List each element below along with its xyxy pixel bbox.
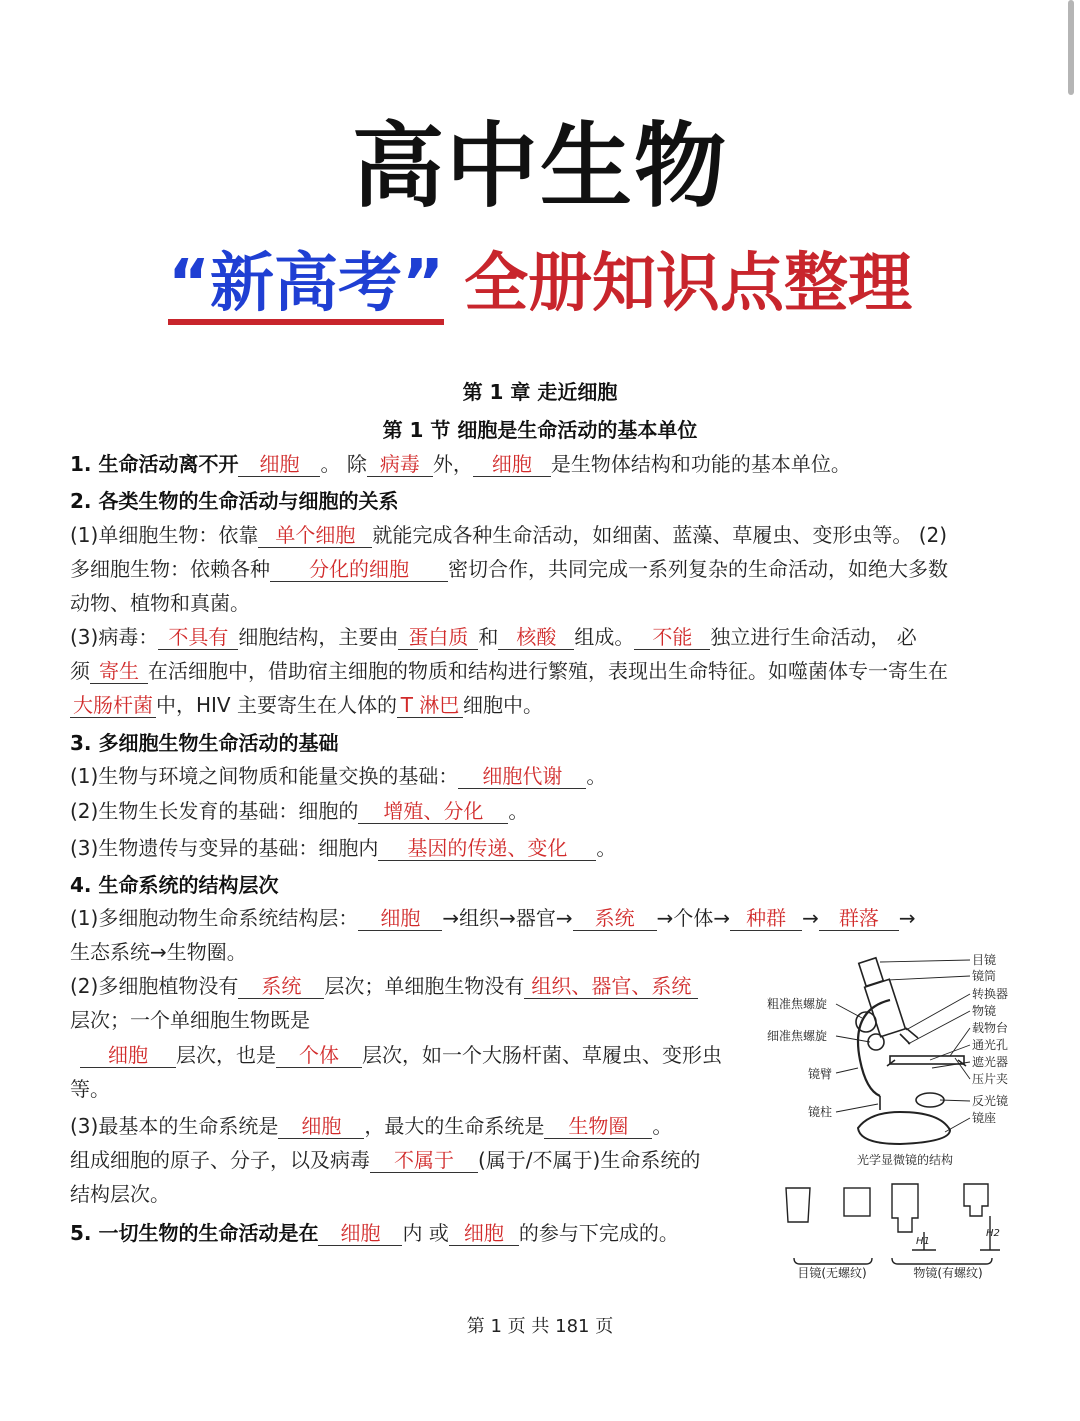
answer-blank: 群落: [819, 906, 899, 931]
item-2-3: 动物、植物和真菌。: [70, 591, 250, 615]
answer-blank: 细胞: [473, 452, 551, 477]
answer-blank: 系统: [238, 974, 324, 999]
lens-shapes: [786, 1184, 1000, 1264]
item-4-7: (3)最基本的生命系统是 细胞 ，最大的生命系统是 生物圈 。: [70, 1114, 673, 1138]
answer-blank: 细胞: [238, 452, 320, 477]
answer-blank: 不属于: [370, 1148, 478, 1173]
microscope-diagram: [760, 950, 1040, 1290]
item-2-1: (1)单细胞生物：依靠 单个细胞 就能完成各种生命活动，如细菌、蓝藻、草履虫、变形虫等。 (2): [70, 523, 948, 547]
item-3-3: (3)生物遗传与变异的基础：细胞内 基因的传递、变化 。: [70, 836, 617, 860]
label-objective-lens: 物镜(有螺纹): [913, 1266, 983, 1280]
item-1: 1. 生命活动离不开 细胞 。 除 病毒 外， 细胞 是生物体结构和功能的基本单位。: [70, 452, 851, 476]
answer-blank: 单个细胞: [258, 523, 372, 548]
answer-blank: 大肠杆菌: [70, 693, 156, 718]
label-mirror: 反光镜: [972, 1094, 1009, 1108]
answer-blank: 不具有: [158, 625, 238, 650]
item-2-6: 大肠杆菌 中，HIV 主要寄生在人体的 T 淋巴 细胞中。: [70, 691, 543, 719]
label-clip: 压片夹: [972, 1072, 1009, 1086]
section-heading: 第 1 节 细胞是生命活动的基本单位: [382, 418, 698, 442]
answer-blank: 细胞: [80, 1043, 176, 1068]
scrollbar[interactable]: [1068, 0, 1074, 95]
answer-blank: 细胞: [318, 1221, 402, 1246]
label-diaphragm: 遮光器: [972, 1055, 1009, 1069]
label-h2: H2: [986, 1228, 1000, 1239]
answer-blank: T 淋巴: [397, 693, 463, 718]
heading-3: 3. 多细胞生物生命活动的基础: [70, 731, 339, 755]
page-footer: 第 1 页 共 181 页: [466, 1316, 614, 1337]
label-pillar: 镜柱: [808, 1105, 833, 1119]
item-2-2: 多细胞生物：依赖各种 分化的细胞 密切合作，共同完成一系列复杂的生命活动，如绝大多数: [70, 557, 948, 581]
answer-blank: 病毒: [367, 452, 433, 477]
answer-blank: 不能: [634, 625, 710, 650]
label-coarse-knob: 粗准焦螺旋: [767, 997, 828, 1011]
heading-2: 2. 各类生物的生命活动与细胞的关系: [70, 489, 399, 513]
doc-subtitle: [0, 244, 1080, 325]
answer-blank: 系统: [573, 906, 657, 931]
item-3-1: (1)生物与环境之间物质和能量交换的基础： 细胞代谢 。: [70, 764, 607, 788]
item-4-2: 生态系统→生物圈。: [70, 940, 247, 964]
doc-title: 高中生物: [351, 113, 728, 220]
answer-blank: 分化的细胞: [270, 557, 448, 582]
heading-4: 4. 生命系统的结构层次: [70, 873, 279, 897]
item-3-2: (2)生物生长发育的基础：细胞的 增殖、分化 。: [70, 799, 529, 823]
item-4-8: 组成细胞的原子、分子，以及病毒 不属于 (属于/不属于)生命系统的: [70, 1148, 701, 1172]
item-4-1: (1)多细胞动物生命系统结构层： 细胞 →组织→器官→ 系统 →个体→ 种群 → 群落 →: [70, 906, 916, 930]
label-eyepiece-lens: 目镜(无螺纹): [797, 1266, 867, 1280]
answer-blank: 个体: [276, 1043, 362, 1068]
item-4-5: 细胞 层次，也是 个体 层次，如一个大肠杆菌、草履虫、变形虫: [70, 1041, 722, 1069]
answer-blank: 细胞代谢: [458, 764, 586, 789]
answer-blank: 细胞: [449, 1221, 519, 1246]
label-base: 镜座: [972, 1111, 997, 1125]
microscope-illustration: [856, 958, 966, 1144]
label-nosepiece: 转换器: [972, 987, 1009, 1001]
label-h1: H1: [916, 1236, 930, 1247]
chapter-heading: 第 1 章 走近细胞: [462, 380, 618, 404]
label-eyepiece: 目镜: [972, 953, 997, 967]
answer-blank: 细胞: [358, 906, 442, 931]
answer-blank: 基因的传递、变化: [378, 836, 596, 861]
label-tube: 镜筒: [972, 969, 997, 983]
answer-blank: 寄生: [90, 659, 148, 684]
label-aperture: 通光孔: [972, 1038, 1009, 1052]
answer-blank: 组织、器官、系统: [524, 974, 698, 999]
subtitle-blue: “新高考”: [168, 249, 444, 325]
item-2-5: 须 寄生 在活细胞中，借助宿主细胞的物质和结构进行繁殖，表现出生命特征。如噬菌体专一寄生在: [70, 659, 948, 683]
item-5: 5. 一切生物的生命活动是在 细胞 内 或 细胞 的参与下完成的。: [70, 1221, 679, 1245]
item-4-3: (2)多细胞植物没有 系统 层次；单细胞生物没有 组织、器官、系统: [70, 972, 698, 1000]
item-4-9: 结构层次。: [70, 1182, 170, 1206]
item-2-4: (3)病毒： 不具有 细胞结构，主要由 蛋白质 和 核酸 组成。 不能 独立进行生命活动， 必: [70, 625, 917, 649]
answer-blank: 增殖、分化: [358, 799, 508, 824]
label-stage: 载物台: [972, 1021, 1009, 1035]
answer-blank: 种群: [730, 906, 802, 931]
answer-blank: 生物圈: [544, 1114, 652, 1139]
answer-blank: 蛋白质: [398, 625, 478, 650]
answer-blank: 细胞: [278, 1114, 364, 1139]
subtitle-red: 全册知识点整理: [464, 247, 913, 321]
answer-blank: 核酸: [498, 625, 574, 650]
item-4-4: 层次；一个单细胞生物既是: [70, 1008, 310, 1032]
label-objective: 物镜: [972, 1004, 997, 1018]
item-4-6: 等。: [70, 1077, 110, 1101]
diagram-caption: 光学显微镜的结构: [856, 1153, 954, 1167]
leader-lines: [836, 960, 970, 1132]
label-arm: 镜臂: [808, 1067, 833, 1081]
label-fine-knob: 细准焦螺旋: [767, 1029, 828, 1043]
